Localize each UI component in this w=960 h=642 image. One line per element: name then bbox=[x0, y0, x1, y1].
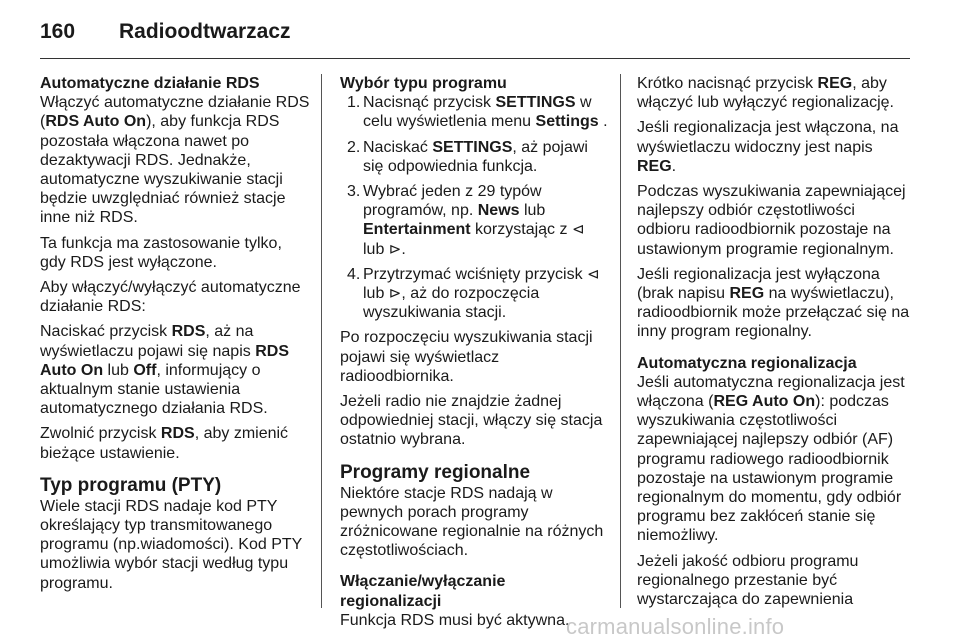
header-rule bbox=[40, 58, 910, 59]
text: lub bbox=[103, 361, 134, 379]
paragraph: Funkcja RDS musi być aktywna. bbox=[340, 611, 570, 629]
emphasis: News bbox=[477, 202, 520, 220]
text: Nacisnąć przycisk bbox=[363, 94, 496, 112]
text: korzystając z bbox=[470, 221, 572, 239]
text: . bbox=[598, 113, 608, 131]
text: , aby włączyć lub wyłączyć regionalizację. bbox=[637, 75, 894, 112]
list-item bbox=[340, 265, 608, 323]
paragraph bbox=[40, 424, 310, 462]
emphasis: Entertainment bbox=[363, 221, 471, 239]
text: . bbox=[401, 240, 406, 258]
column-divider-2 bbox=[620, 74, 621, 608]
paragraph: Jeżeli jakość odbioru programu regionalnego przestanie być wystarczająca do zapewnienia bbox=[637, 552, 859, 609]
text: na wyświetlaczu), radioodbiornik może przełączać się na inny program regionalny. bbox=[637, 285, 910, 341]
text: lub bbox=[363, 285, 389, 303]
emphasis: REG bbox=[637, 157, 672, 175]
paragraph: Ta funkcja ma zastosowanie tylko, gdy RDS jest wyłączone. bbox=[40, 234, 282, 271]
emphasis: REG Auto On bbox=[713, 393, 816, 411]
paragraph: Po rozpoczęciu wyszukiwania stacji pojawi się wyświetlacz radioodbiornika. bbox=[340, 329, 593, 385]
text: ), aby funkcja RDS pozostała włączona nawet po dezaktywacji RDS. Jednakże, automatyczne wyszukiwanie stacji będzie uwzględniać również stacje inne niż RDS. bbox=[40, 113, 286, 227]
section-heading-auto-regional: Automatyczna regionalizacja bbox=[637, 354, 857, 372]
section-heading-select-type: Wybór typu programu bbox=[340, 75, 507, 92]
emphasis: SETTINGS bbox=[495, 94, 576, 112]
text: Włączyć automatyczne działanie RDS ( bbox=[40, 94, 310, 131]
page-header bbox=[40, 14, 910, 54]
column-divider-1 bbox=[321, 74, 322, 608]
arrow-left-icon: ⊲ bbox=[571, 221, 585, 239]
text: , informujący o aktualnym stanie ustawienia automatycznego działania RDS. bbox=[40, 361, 268, 418]
text: Zwolnić przycisk bbox=[40, 425, 161, 443]
column-3 bbox=[637, 74, 911, 615]
step-number: 1. bbox=[347, 94, 361, 112]
emphasis: Settings bbox=[535, 113, 599, 131]
column-2 bbox=[340, 74, 608, 636]
text: Naciskać przycisk bbox=[40, 323, 172, 341]
emphasis: Off bbox=[133, 361, 157, 379]
emphasis: SETTINGS bbox=[432, 138, 513, 156]
page-title: Radioodtwarzacz bbox=[119, 20, 291, 43]
step-number: 3. bbox=[347, 183, 361, 201]
emphasis: RDS bbox=[160, 425, 195, 443]
text: , aż do rozpoczęcia wyszukiwania stacji. bbox=[363, 285, 540, 322]
text: w celu wyświetlenia menu bbox=[363, 94, 592, 131]
page-number: 160 bbox=[40, 20, 76, 43]
text: lub bbox=[363, 240, 389, 258]
text: Naciskać bbox=[363, 138, 433, 156]
steps-list bbox=[340, 93, 608, 322]
step-number: 4. bbox=[347, 265, 361, 283]
arrow-left-icon: ⊲ bbox=[587, 265, 600, 283]
text: , aż pojawi się odpowiednia funkcja. bbox=[363, 138, 588, 175]
section-heading-pty: Typ programu (PTY) bbox=[40, 474, 222, 496]
section-heading-regional: Programy regionalne bbox=[340, 461, 531, 483]
emphasis: REG bbox=[817, 75, 853, 92]
text: lub bbox=[519, 202, 546, 220]
column-1 bbox=[40, 74, 310, 599]
text: Przytrzymać wciśnięty przycisk bbox=[363, 265, 588, 283]
text: Wybrać jeden z 29 typów programów, np. bbox=[363, 183, 542, 220]
section-heading-regional-onoff: Włączanie/wyłączanie regionalizacji bbox=[340, 573, 506, 610]
paragraph bbox=[40, 322, 310, 418]
list-item bbox=[340, 138, 608, 176]
emphasis: RDS Auto On bbox=[45, 113, 147, 131]
paragraph: Niektóre stacje RDS nadają w pewnych porach programy zróżnicowane regionalnie na różnych częstotliwościach. bbox=[340, 484, 604, 560]
arrow-right-icon: ⊳ bbox=[388, 285, 402, 303]
text: , aż na wyświetlaczu pojawi się napis bbox=[40, 323, 256, 360]
text: Jeśli regionalizacja jest włączona, na wyświetlaczu widoczny jest napis bbox=[637, 119, 899, 156]
text: ): podczas wyszukiwania częstotliwości zapewniającej najlepszy odbiór (AF) programu radiowego radioodbiornik pozostaje na ustawionym programie regionalnym do momentu, gdy odbiór programu bez zakłóceń stanie się niemożliwy. bbox=[637, 393, 902, 545]
watermark: carmanualsonline.info bbox=[566, 614, 785, 639]
paragraph: Wiele stacji RDS nadaje kod PTY określający typ transmitowanego programu (np.wiadomości). Kod PTY umożliwia wybór stacji według typu programu. bbox=[40, 497, 303, 592]
text: Jeśli automatyczna regionalizacja jest włączona ( bbox=[637, 373, 905, 411]
text: . bbox=[671, 157, 677, 175]
text: Jeśli regionalizacja jest wyłączona (brak napisu bbox=[637, 265, 880, 303]
text: , aby zmienić bieżące ustawienie. bbox=[40, 425, 289, 462]
text: Krótko nacisnąć przycisk bbox=[637, 75, 818, 92]
emphasis: RDS Auto On bbox=[40, 342, 289, 379]
paragraph bbox=[40, 93, 310, 227]
paragraph bbox=[637, 118, 911, 176]
paragraph: Aby włączyć/wyłączyć automatyczne działanie RDS: bbox=[40, 279, 301, 316]
paragraph bbox=[637, 74, 911, 112]
emphasis: RDS bbox=[171, 323, 206, 341]
paragraph bbox=[637, 265, 911, 342]
arrow-right-icon: ⊳ bbox=[388, 240, 402, 258]
paragraph: Jeżeli radio nie znajdzie żadnej odpowiedniej stacji, włączy się stacja ostatnio wybrana. bbox=[340, 393, 603, 449]
step-number: 2. bbox=[347, 138, 361, 156]
paragraph bbox=[637, 373, 911, 546]
list-item bbox=[340, 182, 608, 259]
emphasis: REG bbox=[729, 285, 765, 303]
list-item bbox=[340, 93, 608, 131]
section-heading-rds-auto: Automatyczne działanie RDS bbox=[40, 75, 260, 92]
paragraph: Podczas wyszukiwania zapewniającej najlepszy odbiór częstotliwości odbioru radioodbiornik pozostaje na ustawionym programie regionalnym. bbox=[637, 183, 906, 258]
